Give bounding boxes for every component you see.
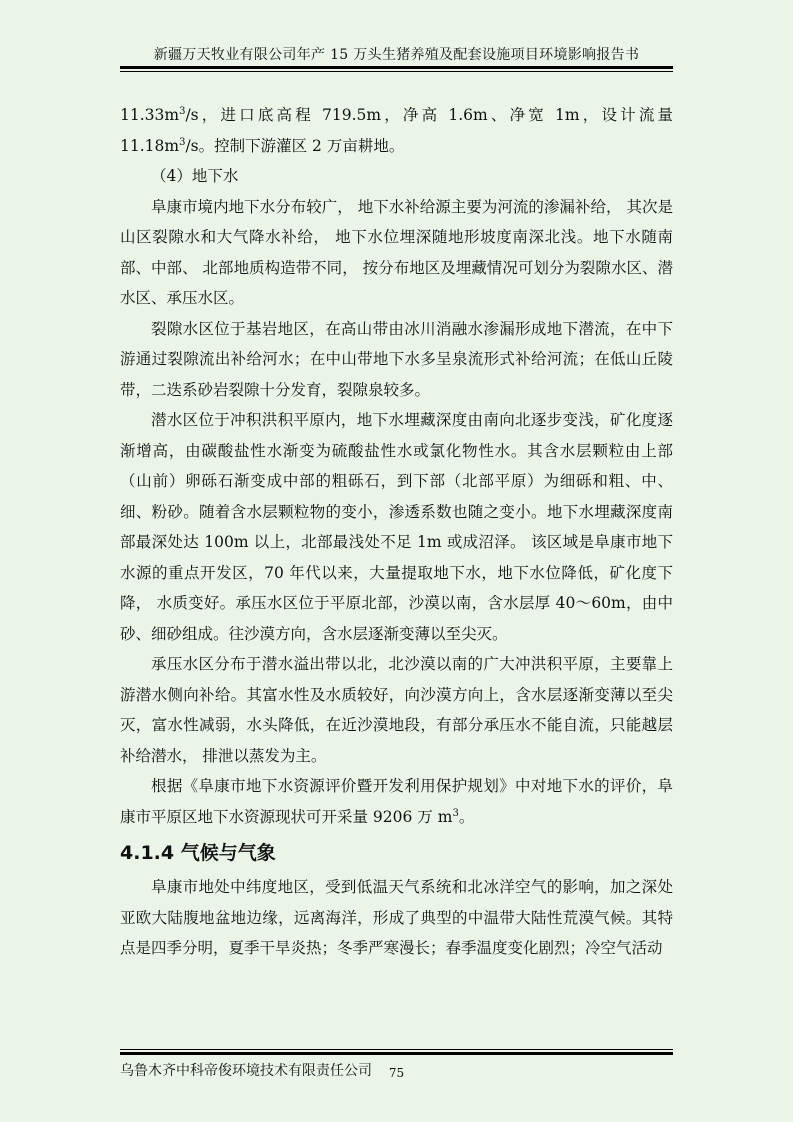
header-rule [120,66,673,72]
paragraph-canal: $11.33m^3/s$，进口底高程 719.5m，净高 1.6m、净宽 1m，设计流量 $11.18m^3/s$。控制下游灌区 2 万亩耕地。 [120,105,673,155]
paragraph-phreatic-water: 潜水区位于冲积洪积平原内，地下水埋藏深度由南向北逐步变浅，矿化度逐渐增高，由碳酸盐性水渐变为硫酸盐性水或氯化物性水。其含水层颗粒由上部（山前）卵砾石渐变成中部的粗砾石，到下部（北部平原）为细砾和粗、中、细、粉砂。随着含水层颗粒物的变小，渗透系数也随之变小。地下水埋藏深度南部最深处达 100m 以上，北部最浅处不足 1m 或成沼泽。 该区域是阜康市地下水源的重点开发区，70 年代以来，大量提取地下水，地下水位降低，矿化度下降， 水质变好。承压水区位于平原北部，沙漠以南，含水层厚 40～60m，由中砂、细砂组成。往沙漠方向，含水层逐渐变薄以至尖灭。 [120,411,673,643]
subheading-groundwater: （4）地下水 [151,167,239,185]
section-heading-climate: 4.1.4 气候与气象 [120,842,276,864]
paragraph-fissure-water: 裂隙水区位于基岩地区，在高山带由冰川消融水渗漏形成地下潜流，在中下游通过裂隙流出补给河水；在中山带地下水多呈泉流形式补给河流；在低山丘陵带，二迭系砂岩裂隙十分发育，裂隙泉较多。 [120,319,673,399]
document-header: 新疆万天牧业有限公司年产 15 万头生猪养殖及配套设施项目环境影响报告书 [153,47,640,63]
footer-company: 乌鲁木齐中科帝俊环境技术有限责任公司 [120,1063,372,1079]
footer-rule [120,1049,673,1055]
paragraph-confined-water: 承压水区分布于潜水溢出带以北，北沙漠以南的广大冲洪积平原，主要靠上游潜水侧向补给。其富水性及水质较好，向沙漠方向上，含水层逐渐变薄以至尖灭，富水性减弱，水头降低，在近沙漠地段，有部分承压水不能自流，只能越层补给潜水， 排泄以蒸发为主。 [120,655,673,765]
document-body [120,100,673,964]
page-number: 75 [388,1066,405,1080]
paragraph-climate: 阜康市地处中纬度地区，受到低温天气系统和北冰洋空气的影响，加之深处亚欧大陆腹地盆地边缘，远离海洋，形成了典型的中温带大陆性荒漠气候。其特点是四季分明，夏季干旱炎热；冬季严寒漫长；春季温度变化剧烈；冷空气活动 [120,878,673,957]
paragraph-groundwater-overview: 阜康市境内地下水分布较广， 地下水补给源主要为河流的渗漏补给， 其次是山区裂隙水和大气降水补给， 地下水位埋深随地形坡度南深北浅。地下水随南部、中部、 北部地质构造带不同， 按分布地区及埋藏情况可划分为裂隙水区、潜水区、承压水区。 [120,197,673,307]
paragraph-resource-evaluation: 根据《阜康市地下水资源评价暨开发利用保护规划》中对地下水的评价，阜康市平原区地下水资源现状可开采量 9206 万 $m^3$。 [120,777,673,826]
